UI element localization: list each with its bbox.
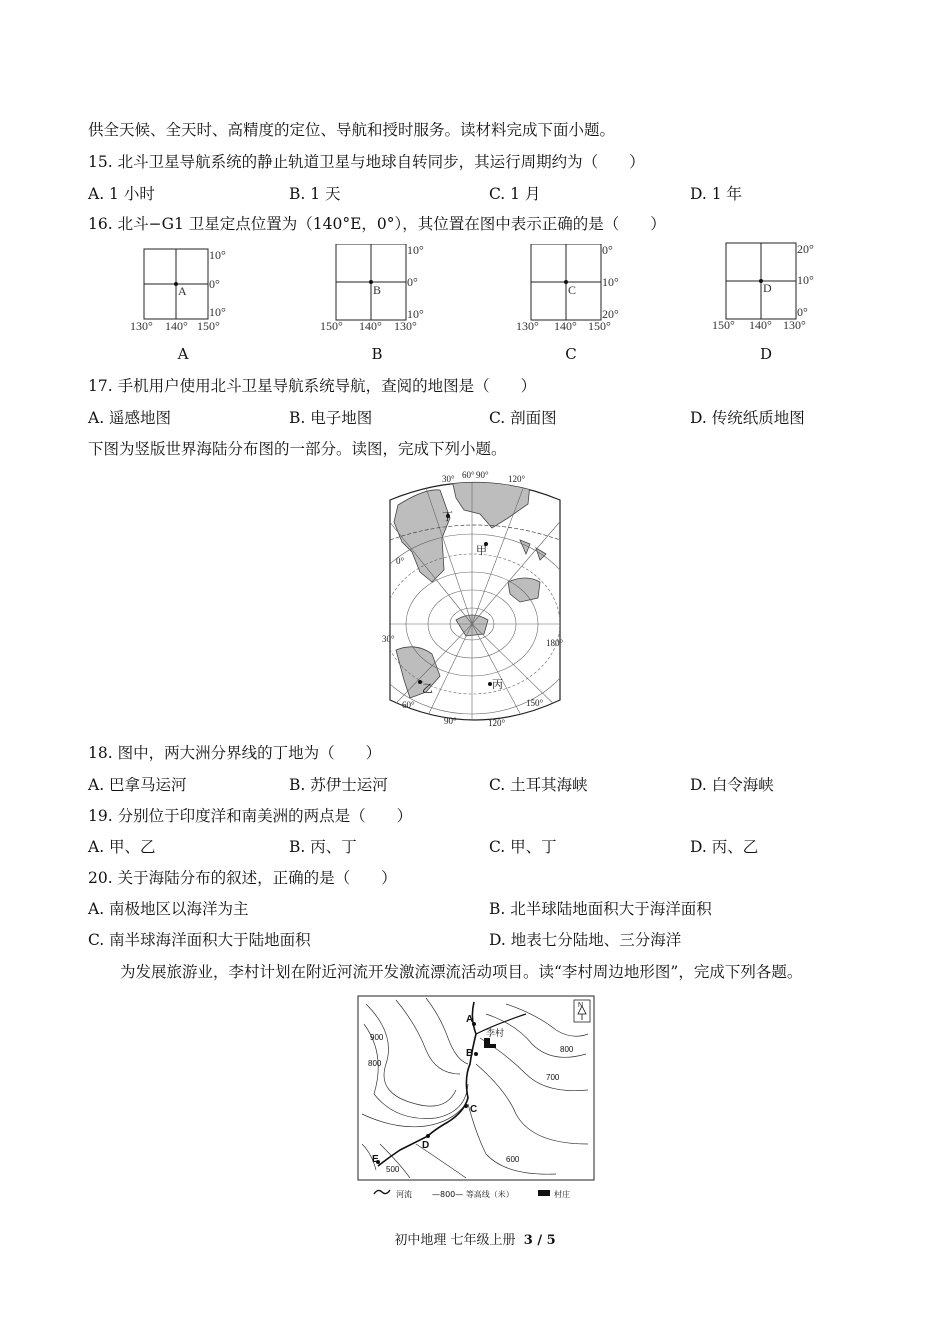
svg-text:800: 800 [368,1059,382,1068]
svg-text:0°: 0° [209,277,220,291]
svg-text:800: 800 [560,1045,574,1054]
panel-c-point: C [568,283,577,297]
svg-text:10°: 10° [209,248,226,262]
svg-text:10°: 10° [797,273,814,287]
point-ding: 丁 [442,510,453,523]
svg-text:10°: 10° [407,244,424,257]
panel-d-point: D [763,281,772,295]
legend-village: 村庄 [554,1190,570,1199]
q19-option-d: D. 丙、乙 [690,838,759,856]
svg-text:60°: 60° [402,700,415,710]
q19-option-a: A. 甲、乙 [88,838,156,856]
village-label: 李村 [486,1028,505,1038]
svg-text:900: 900 [370,1033,384,1042]
svg-text:180°: 180° [546,638,564,648]
panel-b-point: B [373,283,382,297]
svg-text:150°: 150° [197,319,220,333]
svg-text:150°: 150° [320,319,343,333]
svg-text:130°: 130° [516,319,539,333]
svg-text:10°: 10° [407,307,424,321]
svg-text:0°: 0° [602,244,613,257]
svg-text:150°: 150° [588,319,611,333]
intro-text: 供全天候、全天时、高精度的定位、导航和授时服务。读材料完成下面小题。 [88,121,616,139]
svg-text:700: 700 [546,1073,560,1082]
footer-text: 初中地理 七年级上册 [394,1233,516,1248]
grid-panel-d [712,240,827,338]
svg-text:60°: 60° [462,470,475,480]
question-20-stem: 20. 关于海陆分布的叙述，正确的是（ ） [88,869,397,887]
svg-text:0°: 0° [797,305,808,319]
q17-option-b: B. 电子地图 [289,409,373,427]
point-yi: 乙 [422,682,433,695]
svg-text:C: C [470,1104,478,1115]
svg-text:150°: 150° [526,698,544,708]
panel-c-caption: C [565,345,577,363]
q20-option-d: D. 地表七分陆地、三分海洋 [489,931,682,949]
svg-text:140°: 140° [749,318,772,332]
panel-a-caption: A [177,345,189,363]
svg-text:20°: 20° [797,242,814,256]
question-18-stem: 18. 图中，两大洲分界线的丁地为（ ） [88,744,382,762]
svg-text:150°: 150° [712,318,735,332]
q15-option-a: A. 1 小时 [88,185,155,203]
svg-text:600: 600 [506,1155,520,1164]
world-map-figure [380,470,570,736]
svg-text:30°: 30° [382,634,395,644]
q18-option-c: C. 土耳其海峡 [489,776,588,794]
svg-text:10°: 10° [209,305,226,319]
grid-panel-a [128,244,238,338]
point-bing: 丙 [492,678,503,691]
svg-text:0°: 0° [407,275,418,289]
topo-map-figure [356,994,596,1210]
svg-text:A: A [466,1014,474,1025]
q20-option-b: B. 北半球陆地面积大于海洋面积 [489,900,712,918]
svg-text:0°: 0° [396,556,405,566]
q20-option-c: C. 南半球海洋面积大于陆地面积 [88,931,311,949]
map-intro: 下图为竖版世界海陆分布图的一部分。读图，完成下列小题。 [88,440,507,458]
svg-text:130°: 130° [394,319,417,333]
page-footer [0,1229,950,1248]
q20-option-a: A. 南极地区以海洋为主 [88,900,249,918]
question-16-stem: 16. 北斗−G1 卫星定点位置为（140°E，0°），其位置在图中表示正确的是（ ） [88,215,666,233]
svg-text:120°: 120° [508,474,526,484]
q19-option-c: C. 甲、丁 [489,838,557,856]
panel-d-caption: D [759,345,773,363]
svg-text:120°: 120° [488,718,506,728]
svg-text:E: E [372,1154,379,1165]
svg-text:D: D [422,1140,430,1151]
panel-b-caption: B [371,345,383,363]
question-19-stem: 19. 分别位于印度洋和南美洲的两点是（ ） [88,807,413,825]
q19-option-b: B. 丙、丁 [289,838,357,856]
q17-option-d: D. 传统纸质地图 [690,409,805,427]
svg-text:130°: 130° [130,319,153,333]
q18-option-b: B. 苏伊士运河 [289,776,388,794]
svg-text:500: 500 [386,1165,400,1174]
q17-option-c: C. 剖面图 [489,409,557,427]
q18-option-d: D. 白令海峡 [690,776,774,794]
svg-text:20°: 20° [602,307,619,321]
grid-panel-c [516,244,631,338]
q15-option-c: C. 1 月 [489,185,541,203]
svg-text:B: B [466,1048,474,1059]
page-number: 3 / 5 [523,1233,556,1248]
q15-option-b: B. 1 天 [289,185,341,203]
river-intro: 为发展旅游业，李村计划在附近河流开发激流漂流活动项目。读“李村周边地形图”，完成下列各题。 [120,963,803,981]
svg-text:130°: 130° [783,318,806,332]
svg-text:10°: 10° [602,275,619,289]
legend-river: 河流 [396,1190,412,1199]
point-jia: 甲 [476,544,487,557]
panel-a-point: A [178,284,187,298]
legend-contour: —800— 等高线（米） [432,1190,514,1199]
svg-text:30°: 30° [442,474,455,484]
svg-text:90°: 90° [444,716,457,726]
svg-text:90°: 90° [476,470,489,480]
north-label: N [578,1002,584,1009]
svg-text:140°: 140° [359,319,382,333]
svg-text:140°: 140° [554,319,577,333]
q17-option-a: A. 遥感地图 [88,409,172,427]
q15-option-d: D. 1 年 [690,185,743,203]
grid-panel-b [320,244,435,338]
question-17-stem: 17. 手机用户使用北斗卫星导航系统导航，查阅的地图是（ ） [88,377,537,395]
question-15-stem: 15. 北斗卫星导航系统的静止轨道卫星与地球自转同步，其运行周期约为（ ） [88,153,645,171]
svg-text:140°: 140° [165,319,188,333]
q18-option-a: A. 巴拿马运河 [88,776,187,794]
